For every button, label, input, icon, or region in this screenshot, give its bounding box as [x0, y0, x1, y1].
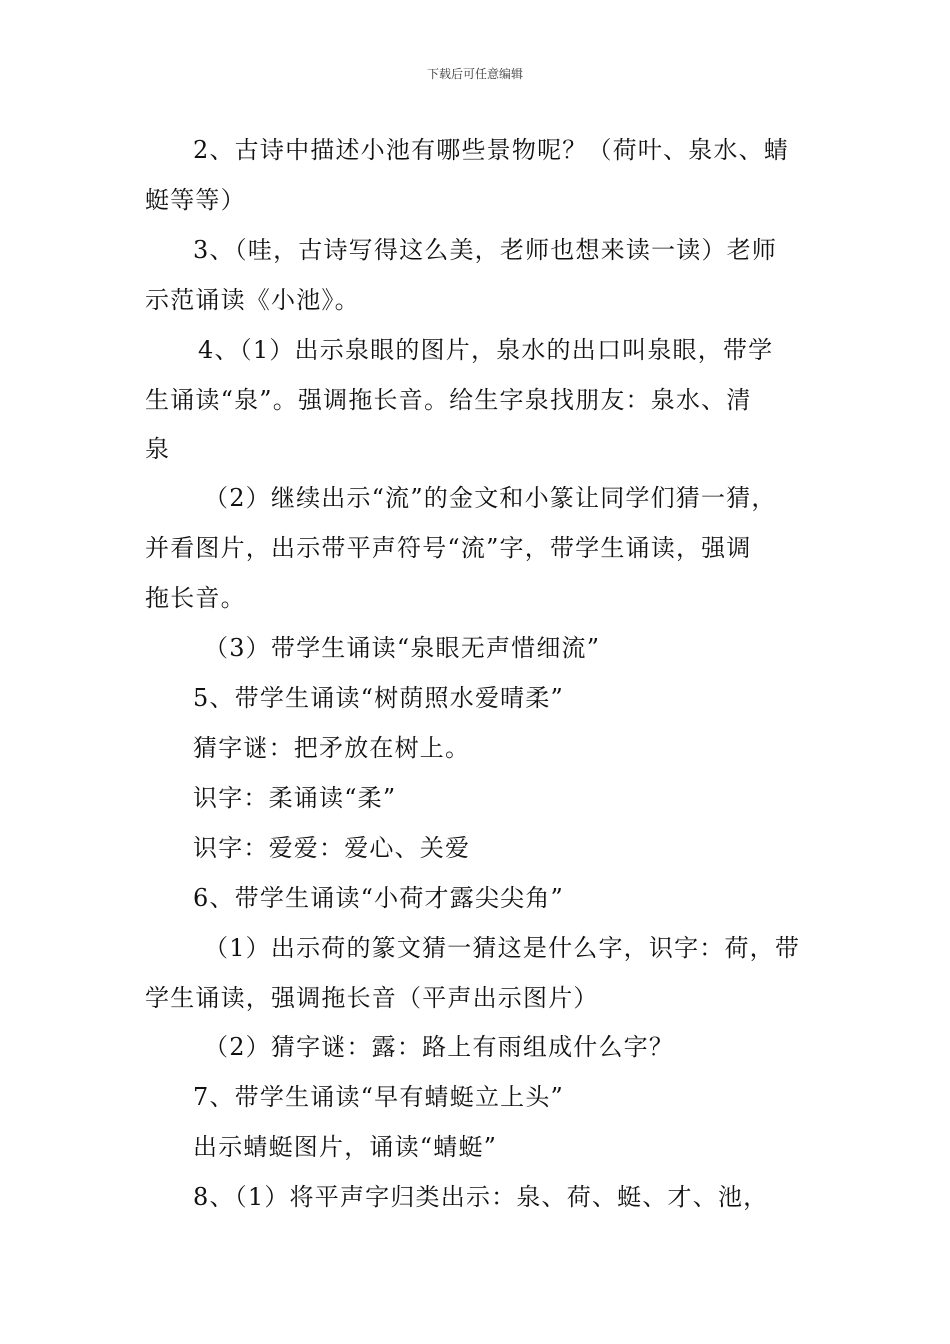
text-line: （2）猜字谜：露：路上有雨组成什么字？ [204, 1033, 675, 1061]
text-line: 泉 [145, 435, 171, 463]
text-line: （1）出示荷的篆文猜一猜这是什么字，识字：荷，带 [204, 934, 801, 962]
text-line: 学生诵读，强调拖长音（平声出示图片） [145, 984, 599, 1012]
text-line: 识字：爱爱：爱心、关爱 [193, 834, 471, 862]
text-line: 拖长音。 [145, 584, 246, 612]
text-line: 7、带学生诵读“早有蜻蜓立上头” [193, 1083, 565, 1111]
text-line: （2）继续出示“流”的金文和小篆让同学们猜一猜， [204, 484, 777, 512]
text-line: 识字：柔诵读“柔” [193, 784, 397, 812]
text-line: 生诵读“泉”。强调拖长音。给生字泉找朋友：泉水、清 [145, 386, 752, 414]
text-line: 并看图片，出示带平声符号“流”字，带学生诵读，强调 [145, 534, 752, 562]
text-line: 8、（1）将平声字归类出示：泉、荷、蜓、才、池， [193, 1183, 769, 1211]
text-line: 5、带学生诵读“树荫照水爱晴柔” [193, 684, 565, 712]
text-line: （3）带学生诵读“泉眼无声惜细流” [204, 634, 601, 662]
text-line: 2、古诗中描述小池有哪些景物呢？（荷叶、泉水、蜻 [193, 136, 790, 164]
page-header: 下载后可任意编辑 [426, 67, 523, 81]
text-line: 出示蜻蜓图片，诵读“蜻蜓” [193, 1133, 498, 1161]
text-line: 蜓等等） [145, 186, 246, 214]
text-line: 4、（1）出示泉眼的图片，泉水的出口叫泉眼，带学 [198, 336, 774, 364]
text-line: 3、（哇，古诗写得这么美，老师也想来读一读）老师 [193, 236, 778, 264]
text-line: 6、带学生诵读“小荷才露尖尖角” [193, 884, 565, 912]
text-line: 示范诵读《小池》。 [145, 286, 360, 314]
text-line: 猜字谜：把矛放在树上。 [193, 734, 471, 762]
